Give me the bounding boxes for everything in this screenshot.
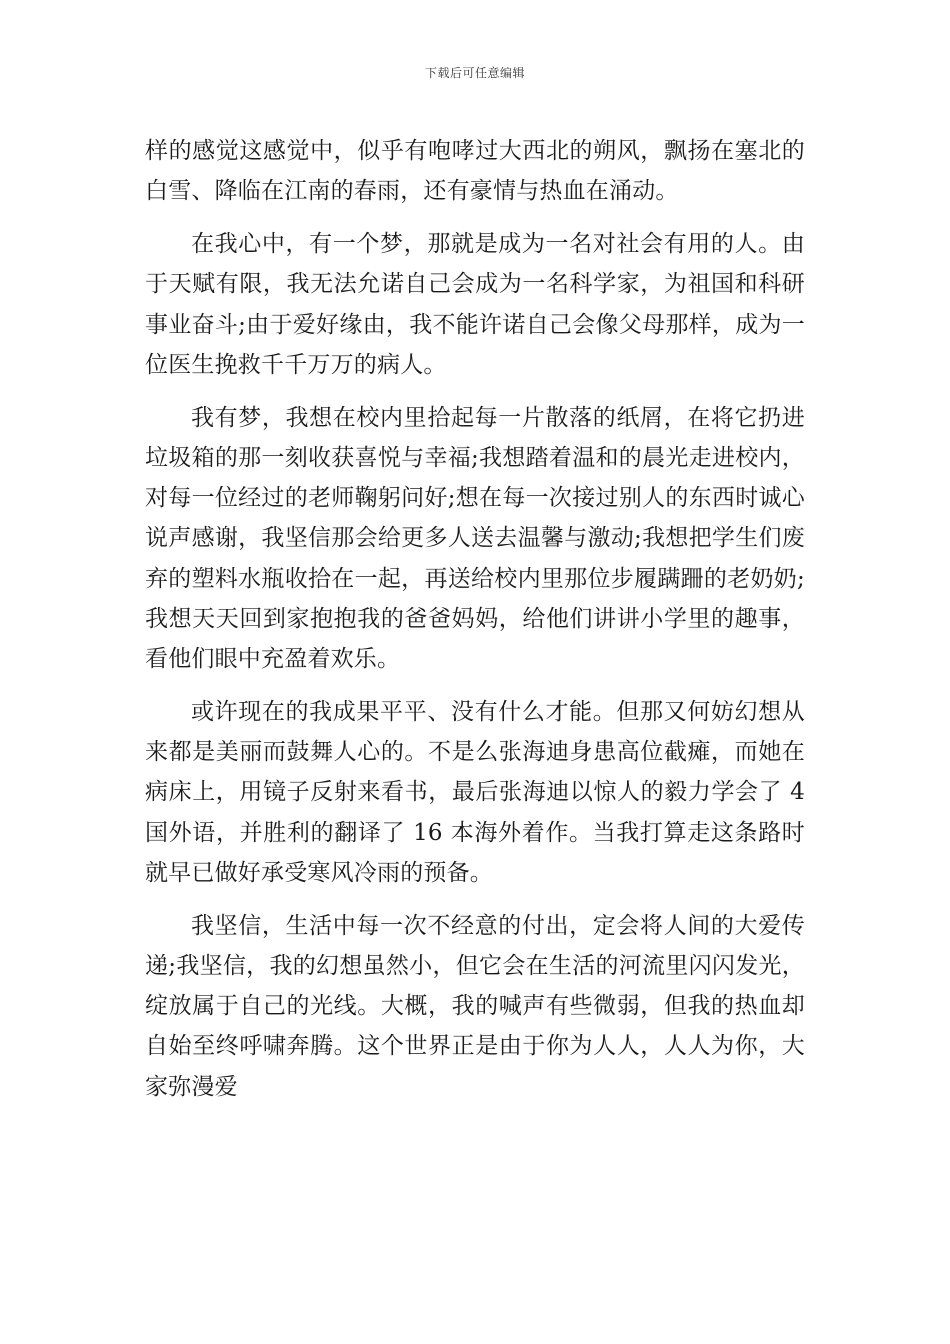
paragraph: 我有梦，我想在校内里拾起每一片散落的纸屑，在将它扔进垃圾箱的那一刻收获喜悦与幸福;我想踏着温和的晨光走进校内，对每一位经过的老师鞠躬问好;想在每一次接过别人的东西时诚心说声感谢，我坚信那会给更多人送去温馨与激动;我想把学生们废弃的塑料水瓶收拾在一起，再送给校内里那位步履蹒跚的老奶奶;我想天天回到家抱抱我的爸爸妈妈，给他们讲讲小学里的趣事，看他们眼中充盈着欢乐。	[145, 404, 805, 672]
paragraph: 样的感觉这感觉中，似乎有咆哮过大西北的朔风，飘扬在塞北的白雪、降临在江南的春雨，还有豪情与热血在涌动。	[145, 138, 805, 205]
page-header: 下载后可任意编辑	[424, 66, 525, 80]
paragraph: 或许现在的我成果平平、没有什么才能。但那又何妨幻想从来都是美丽而鼓舞人心的。不是么张海迪身患高位截瘫，而她在病床上，用镜子反射来看书，最后张海迪以惊人的毅力学会了 4 国外语，并胜利的翻译了 16 本海外着作。当我打算走这条路时就早已做好承受寒风冷雨的预备。	[145, 698, 805, 886]
document-body	[145, 131, 805, 1107]
paragraph: 我坚信，生活中每一次不经意的付出，定会将人间的大爱传递;我坚信，我的幻想虽然小，但它会在生活的河流里闪闪发光，绽放属于自己的光线。大概，我的喊声有些微弱，但我的热血却自始至终呼啸奔腾。这个世界正是由于你为人人，人人为你，大家弥漫爱	[145, 912, 805, 1100]
paragraph: 在我心中，有一个梦，那就是成为一名对社会有用的人。由于天赋有限，我无法允诺自己会成为一名科学家，为祖国和科研事业奋斗;由于爱好缘由，我不能许诺自己会像父母那样，成为一位医生挽救千千万万的病人。	[145, 231, 805, 378]
